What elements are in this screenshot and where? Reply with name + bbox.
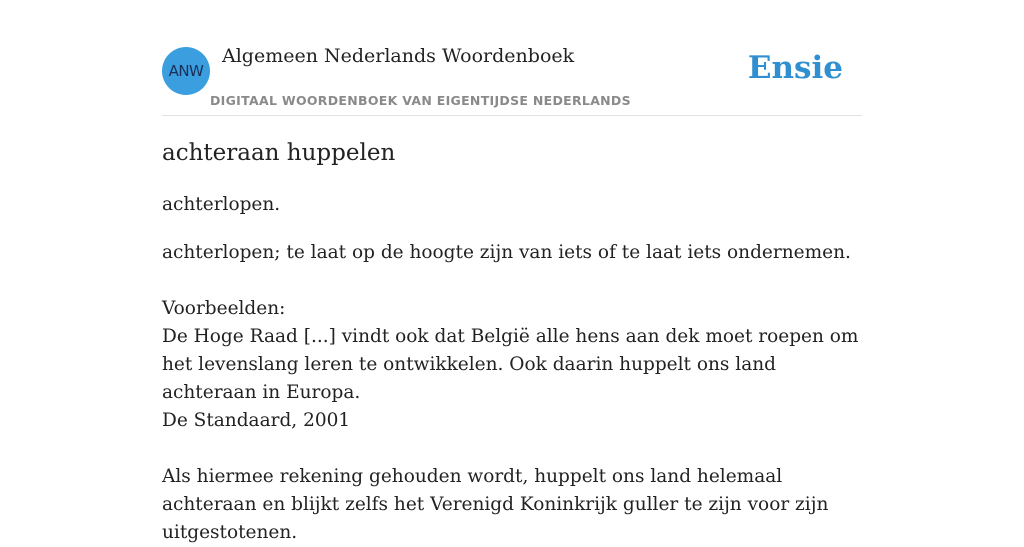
content-container	[162, 0, 862, 543]
definition-text: achterlopen; te laat op de hoogte zijn van iets of te laat iets ondernemen.	[162, 242, 851, 263]
site-header	[162, 0, 862, 116]
ensie-brand-link[interactable]: Ensie	[747, 50, 843, 86]
anw-logo[interactable]	[162, 47, 210, 95]
example-text: De Hoge Raad [...] vindt ook dat België alle hens aan dek moet roepen om het levenslang leren te ontwikkelen. Ook daarin huppelt ons land achteraan in Europa.	[162, 326, 859, 403]
site-subtitle: DIGITAAL WOORDENBOEK VAN EIGENTIJDSE NEDERLANDS	[210, 93, 631, 108]
examples-label: Voorbeelden:	[162, 298, 286, 319]
logo-text: ANW	[168, 62, 204, 80]
entry-title: achteraan huppelen	[162, 140, 396, 166]
example-text: Als hiermee rekening gehouden wordt, huppelt ons land helemaal achteraan en blijkt zelfs het Verenigd Koninkrijk guller te zijn voor zijn uitgestotenen.	[162, 466, 829, 543]
site-title[interactable]: Algemeen Nederlands Woordenboek	[222, 45, 575, 67]
short-definition: achterlopen.	[162, 194, 281, 215]
example-source: De Standaard, 2001	[162, 410, 351, 431]
entry-body	[162, 239, 862, 547]
